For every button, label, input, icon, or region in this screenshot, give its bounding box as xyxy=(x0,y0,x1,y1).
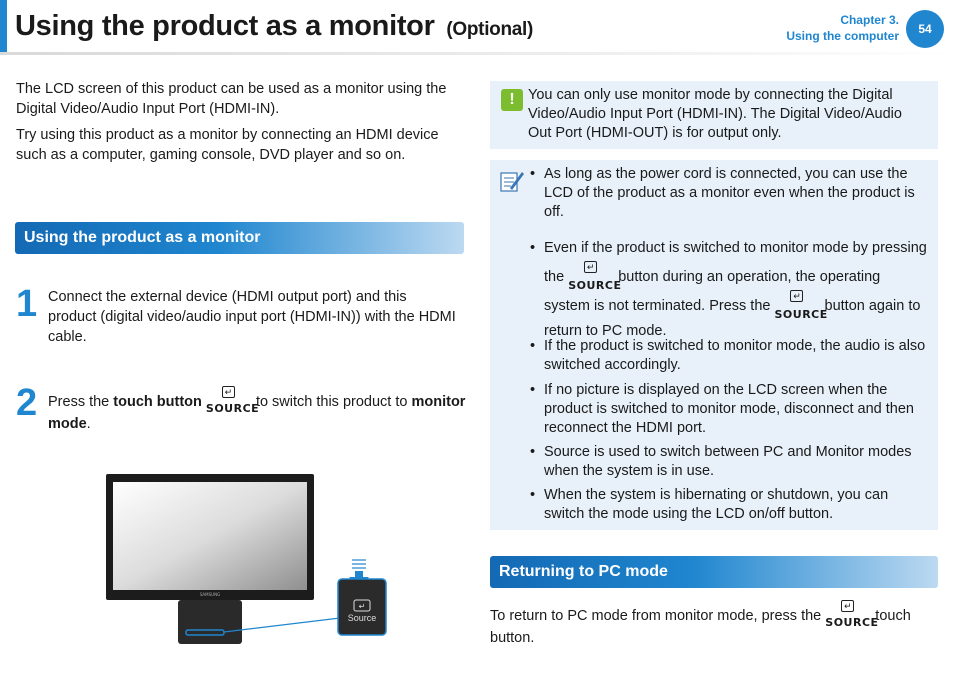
source-button-icon xyxy=(774,290,828,321)
source-button-icon xyxy=(825,600,879,629)
pc-mode-text-post: touch button. xyxy=(490,608,911,646)
monitor-illustration xyxy=(100,470,400,650)
monitor-drawing xyxy=(100,470,400,650)
caution-text: You can only use monitor mode by connecting the Digital Video/Audio Input Port (HDMI-IN). The Digital Video/Audio Out Port (HDMI-OUT) is for output only. xyxy=(528,87,902,141)
note-pencil-icon xyxy=(498,168,524,194)
source-icon-label: SOURCE xyxy=(774,308,828,321)
step2-monitor-mode-label: monitor mode xyxy=(48,394,466,432)
source-button-icon xyxy=(568,261,622,292)
header-divider xyxy=(0,52,954,55)
pc-mode-text-pre: To return to PC mode from monitor mode, press the xyxy=(490,608,822,624)
source-icon-label: SOURCE xyxy=(825,616,879,629)
note-bullet-6: • When the system is hibernating or shutdown, you can switch the mode using the LCD on/off button. xyxy=(528,486,928,524)
step-number-1: 1 xyxy=(16,283,38,325)
source-callout-label: Source xyxy=(347,613,377,623)
notes-box xyxy=(490,160,938,530)
source-callout-enter: ↵ xyxy=(358,602,366,611)
step-number-2: 2 xyxy=(16,382,38,424)
page-title xyxy=(15,10,533,43)
page-title-suffix: (Optional) xyxy=(446,19,534,40)
step2-touch-button-label: touch button xyxy=(113,394,202,410)
source-enter-glyph: ↵ xyxy=(584,261,597,273)
source-button-icon xyxy=(205,386,260,415)
monitor-stand xyxy=(178,600,242,644)
step2-text-pre: Press the xyxy=(48,394,114,410)
chapter-name: Using the computer xyxy=(786,29,899,43)
note-bullet-4: • If no picture is displayed on the LCD screen when the product is switched to monitor mode, disconnect and then reconnect the HDMI port. xyxy=(528,381,928,438)
note-bullet-3: • If the product is switched to monitor mode, the audio is also switched accordingly. xyxy=(528,337,928,375)
chapter-number: Chapter 3. xyxy=(840,13,899,27)
chapter-label xyxy=(786,12,899,44)
source-enter-glyph: ↵ xyxy=(222,386,235,398)
note2-text-mid: button during an operation, the operating system is not terminated. Press the xyxy=(544,269,881,314)
note-bullet-5: • Source is used to switch between PC and Monitor modes when the system is in use. xyxy=(528,443,928,481)
caution-box xyxy=(490,81,938,149)
note2-text-end: button again to return to PC mode. xyxy=(544,298,921,339)
source-enter-glyph: ↵ xyxy=(841,600,854,612)
page-number-badge: 54 xyxy=(906,10,944,48)
intro-paragraph-1: The LCD screen of this product can be used as a monitor using the Digital Video/Audio Input Port (HDMI-IN). xyxy=(16,81,447,117)
intro-paragraph-2: Try using this product as a monitor by connecting an HDMI device such as a computer, gaming console, DVD player and so on. xyxy=(16,127,439,163)
note2-text-pre: Even if the product is switched to monitor mode by pressing the xyxy=(544,240,927,285)
page-title-main: Using the product as a monitor xyxy=(15,10,435,42)
note-bullet-2 xyxy=(528,236,928,344)
source-icon-label: SOURCE xyxy=(205,402,260,415)
step-text-1: Connect the external device (HDMI output port) and this product (digital video/audio input port (HDMI-IN)) with the HDMI cable. xyxy=(48,289,456,345)
header-accent-bar xyxy=(0,0,7,52)
pc-mode-text xyxy=(490,600,940,649)
step2-text-end: . xyxy=(86,416,91,432)
step2-text-mid: to switch this product to xyxy=(255,394,412,410)
source-enter-glyph: ↵ xyxy=(790,290,803,302)
section-heading-pc-mode: Returning to PC mode xyxy=(490,556,938,588)
section-heading-monitor: Using the product as a monitor xyxy=(15,222,464,254)
step-text-2 xyxy=(48,386,468,435)
note-bullet-1: • As long as the power cord is connected, you can use the LCD of the product as a monitor even when the product is off. xyxy=(528,165,928,222)
warning-icon: ! xyxy=(501,89,523,111)
monitor-screen xyxy=(113,482,307,590)
monitor-brand-text: SAMSUNG xyxy=(199,592,221,597)
source-icon-label: SOURCE xyxy=(568,279,622,292)
